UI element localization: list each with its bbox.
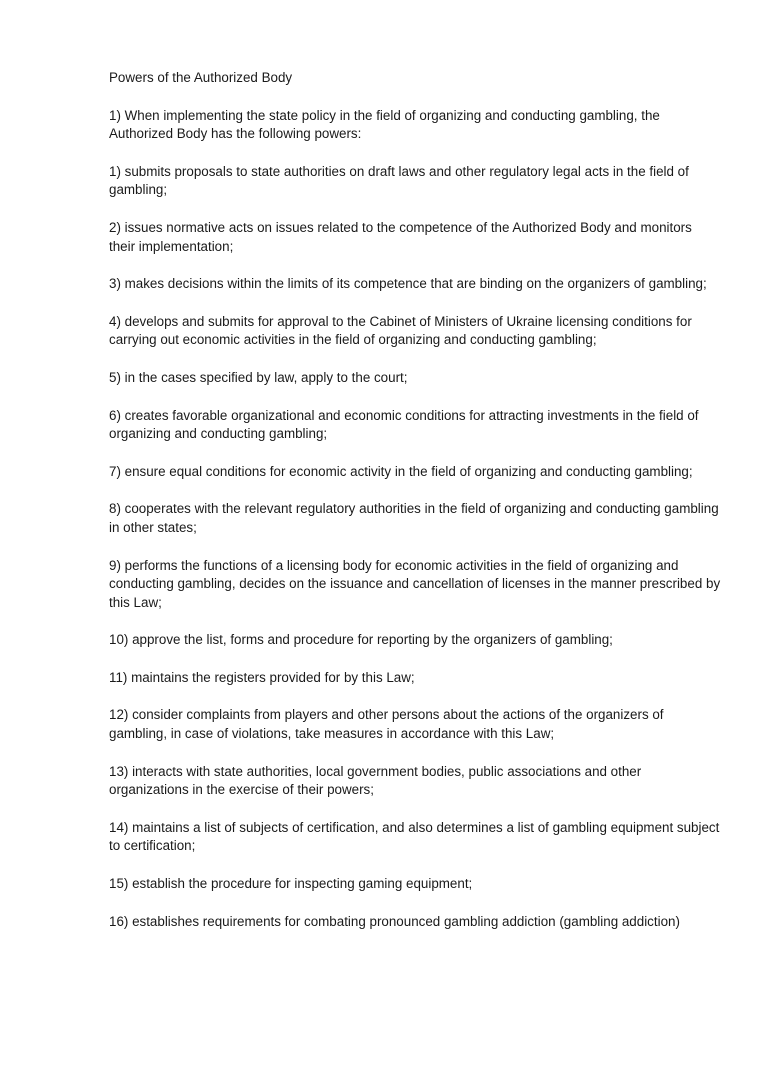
power-item-10: 10) approve the list, forms and procedure for reporting by the organizers of gambling; (109, 632, 613, 648)
document-body (109, 69, 721, 950)
power-item-3: 3) makes decisions within the limits of its competence that are binding on the organizers of gambling; (109, 276, 707, 292)
power-item-6: 6) creates favorable organizational and economic conditions for attracting investments in the field of organizing and conducting gambling; (109, 407, 699, 442)
power-item-15: 15) establish the procedure for inspecting gaming equipment; (109, 876, 473, 892)
power-item-14: 14) maintains a list of subjects of certification, and also determines a list of gambling equipment subject to certification; (109, 819, 720, 854)
intro-paragraph: 1) When implementing the state policy in the field of organizing and conducting gambling, the Authorized Body has the following powers: (109, 107, 660, 142)
power-item-13: 13) interacts with state authorities, local government bodies, public associations and other organizations in the exercise of their powers; (109, 763, 642, 798)
power-item-5: 5) in the cases specified by law, apply to the court; (109, 369, 408, 385)
power-item-12: 12) consider complaints from players and other persons about the actions of the organizers of gambling, in case of violations, take measures in accordance with this Law; (109, 707, 664, 742)
power-item-16: 16) establishes requirements for combating pronounced gambling addiction (gambling addiction) (109, 913, 680, 929)
power-item-2: 2) issues normative acts on issues related to the competence of the Authorized Body and monitors their implementation; (109, 219, 692, 254)
document-title: Powers of the Authorized Body (109, 70, 293, 85)
power-item-4: 4) develops and submits for approval to the Cabinet of Ministers of Ukraine licensing conditions for carrying out economic activities in the field of organizing and conducting gambling; (109, 313, 692, 348)
power-item-1: 1) submits proposals to state authorities on draft laws and other regulatory legal acts in the field of gambling; (109, 163, 689, 198)
power-item-9: 9) performs the functions of a licensing body for economic activities in the field of organizing and conducting gambling, decides on the issuance and cancellation of licenses in the manner prescribed by this Law; (109, 557, 721, 610)
power-item-8: 8) cooperates with the relevant regulatory authorities in the field of organizing and conducting gambling in other states; (109, 501, 719, 535)
power-item-7: 7) ensure equal conditions for economic activity in the field of organizing and conducting gambling; (109, 463, 693, 479)
power-item-11: 11) maintains the registers provided for by this Law; (109, 669, 415, 685)
